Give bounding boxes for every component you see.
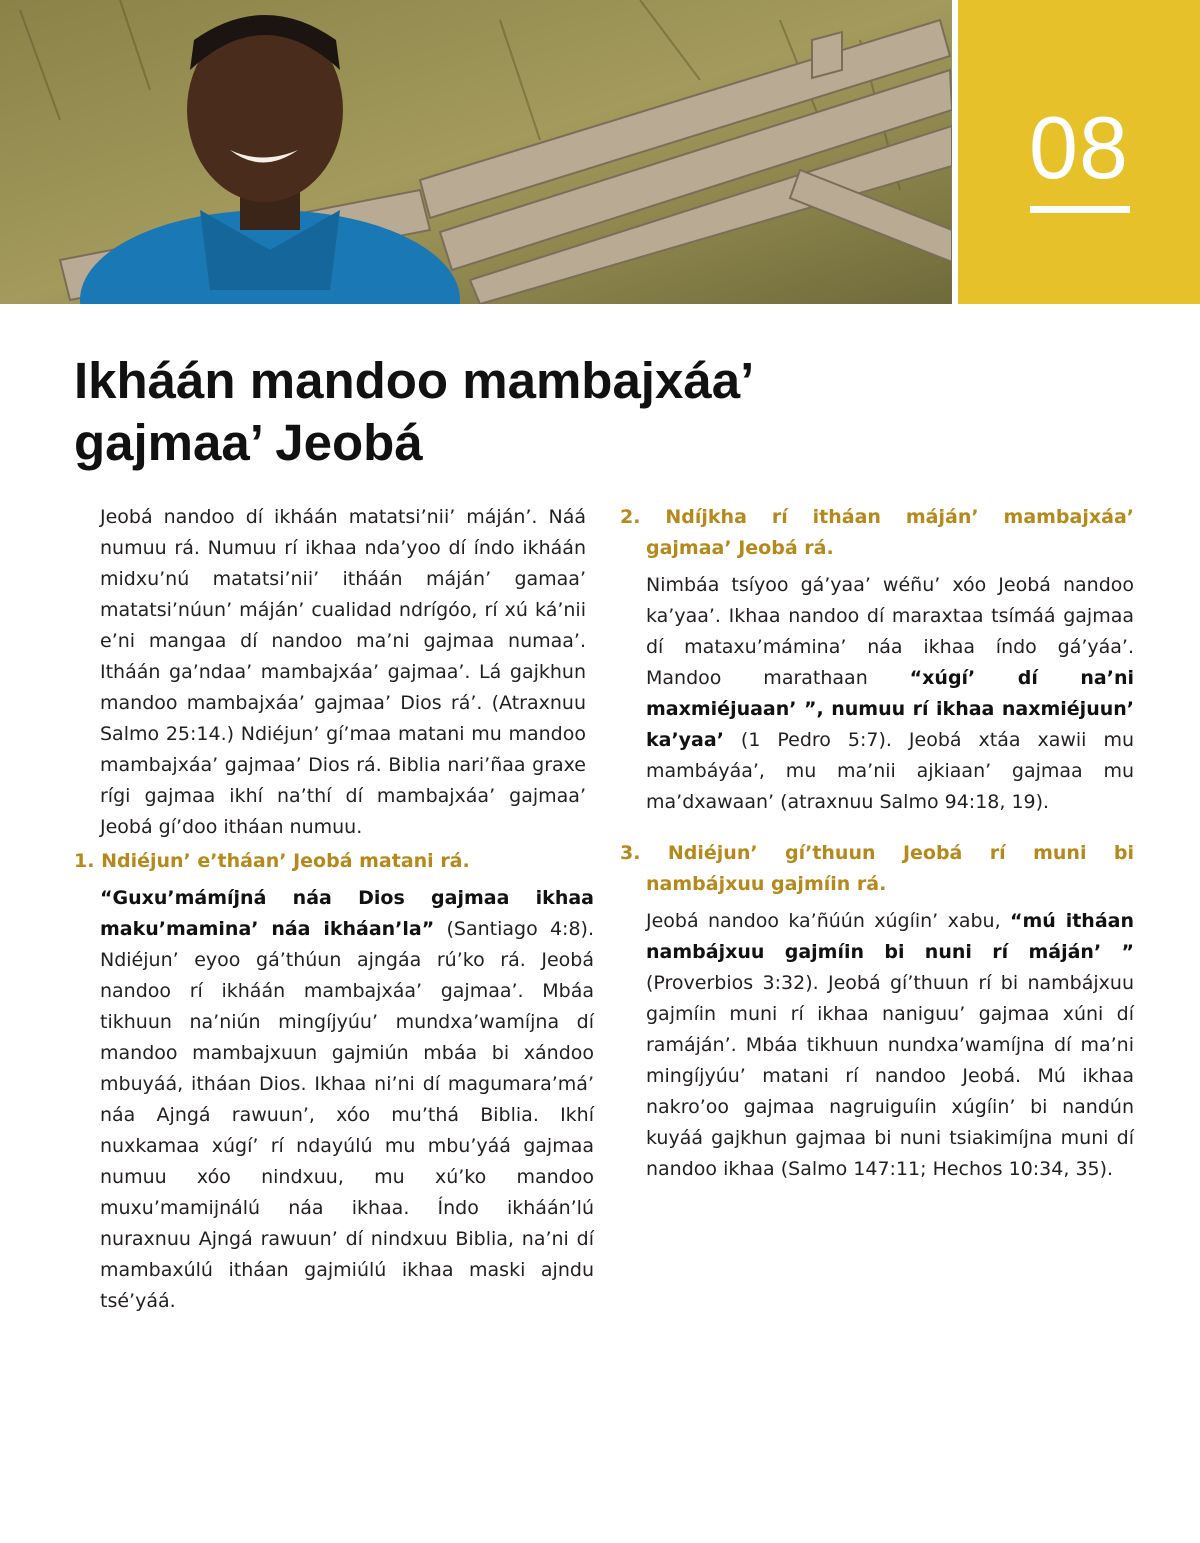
answer-text: (1 Pedro 5:7). Jeobá xtáa xawii mu mambáyáa’, mu ma’nii ajkiaan’ gajmaa mu ma’dxawaan’ (atraxnuu Salmo 94:18, 19). <box>646 729 1134 813</box>
question-text: Ndíjkha rí itháan máján’ mambajxáa’ gajmaa’ Jeobá rá. <box>646 506 1134 559</box>
question-1-answer <box>100 883 594 1317</box>
answer-text: (Proverbios 3:32). Jeobá gí’thuun rí bi nambájxuu gajmíin muni rí ikhaa naniguu’ gajmaa xúni dí ramáján’. Mbáa tikhuun nundxa’wamíjna dí ma’ni mingíjyúu’ matani rí nandoo Jeobá. Mú ikhaa nakro’oo gajmaa nagruiguíin xúgíin’ bi nandún kuyáá gajkhun gajmaa bi nuni tsiakimíjna muni dí nandoo ikhaa (Salmo 147:11; Hechos 10:34, 35). <box>646 972 1134 1180</box>
answer-text: (Santiago 4:8). Ndiéjun’ eyoo gá’thúun ajngáa rú’ko rá. Jeobá nandoo rí ikháán mambajxáa’ gajmaa’. Mbáa tikhuun na’niún mingíjyúu’ mundxa’wamíjna dí mandoo mambajxuun gajmiún mbáa bi xándoo mbuyáá, itháan Dios. Ikhaa ni’ni dí magumara’má’ náa Ajngá rawuun’, xóo mu’thá Biblia. Ikhí nuxkamaa xúgí’ rí ndayúlú mu mbu’yáá gajmaa numuu xóo nindxuu, mu xú’ko mandoo muxu’mamijnálú náa ikhaa. Índo ikháán’lú nuraxnuu Ajngá rawuun’ dí nindxuu Biblia, na’ni dí mambaxúlú itháan gajmiúlú ikhaa maski ajndu tsé’yáá. <box>100 918 595 1312</box>
hero-photo <box>0 0 952 304</box>
question-1-heading <box>74 846 594 877</box>
intro-column <box>100 502 586 843</box>
question-2 <box>620 502 1134 818</box>
lesson-title: Ikháán mandoo mambajxáa’ gajmaa’ Jeobá <box>74 352 752 471</box>
question-1 <box>74 846 594 1317</box>
lesson-number-rule <box>1030 206 1130 213</box>
answer-lead: Jeobá nandoo ka’ñúún xúgíin’ xabu, <box>646 910 1010 932</box>
question-2-heading <box>620 502 1134 564</box>
question-number: 1. <box>74 850 95 872</box>
answer-lead: Nimbáa tsíyoo gá’yaa’ wéñu’ xóo Jeobá nandoo ka’yaa’. Ikhaa nandoo dí maraxtaa tsímáá gajmaa dí mataxu’mámina’ náa ikhaa índo gá’yáa’. Mandoo marathaan <box>646 574 1134 689</box>
question-text: Ndiéjun’ gí’thuun Jeobá rí muni bi nambájxuu gajmíin rá. <box>646 842 1134 895</box>
lesson-number: 08 <box>1029 98 1129 197</box>
scripture-quote: “mú itháan nambájxuu gajmíin bi nuni rí máján’ ” <box>646 910 1135 963</box>
scripture-quote: “xúgí’ dí na’ni maxmiéjuaan’ ”, numuu rí ikhaa naxmiéjuun’ ka’yaa’ <box>646 667 1134 751</box>
question-3-heading <box>620 838 1134 900</box>
lesson-number-badge <box>958 0 1200 304</box>
question-number: 2. <box>620 506 641 528</box>
question-text: Ndiéjun’ e’tháan’ Jeobá matani rá. <box>101 850 470 872</box>
question-number: 3. <box>620 842 641 864</box>
question-3 <box>620 838 1134 1185</box>
question-3-answer <box>646 906 1134 1185</box>
question-2-answer <box>646 570 1134 818</box>
scripture-quote: “Guxu’mámíjná náa Dios gajmaa ikhaa maku’mamina’ náa ikháan’la” <box>100 887 594 940</box>
intro-paragraph: Jeobá nandoo dí ikháán matatsi’nii’ máján’. Náá numuu rá. Numuu rí ikhaa nda’yoo dí índo ikháán midxu’nú matatsi’nii’ itháán máján’ gamaa’ matatsi’núun’ máján’ cualidad ndrígóo, rí xú ká’nii e’ni mangaa dí nandoo ma’ni gajmaa numaa’. Itháán ga’ndaa’ mambajxáa’ gajmaa’. Lá gajkhun mandoo mambajxáa’ gajmaa’ Dios rá’. (Atraxnuu Salmo 25:14.) Ndiéjun’ gí’maa matani mu mandoo mambajxáa’ gajmaa’ Dios rá. Biblia nari’ñaa graxe rígi gajmaa ikhí na’thí dí mambajxáa’ gajmaa’ Jeobá gí’doo itháan numuu. <box>100 506 586 838</box>
right-column <box>620 502 1135 1185</box>
